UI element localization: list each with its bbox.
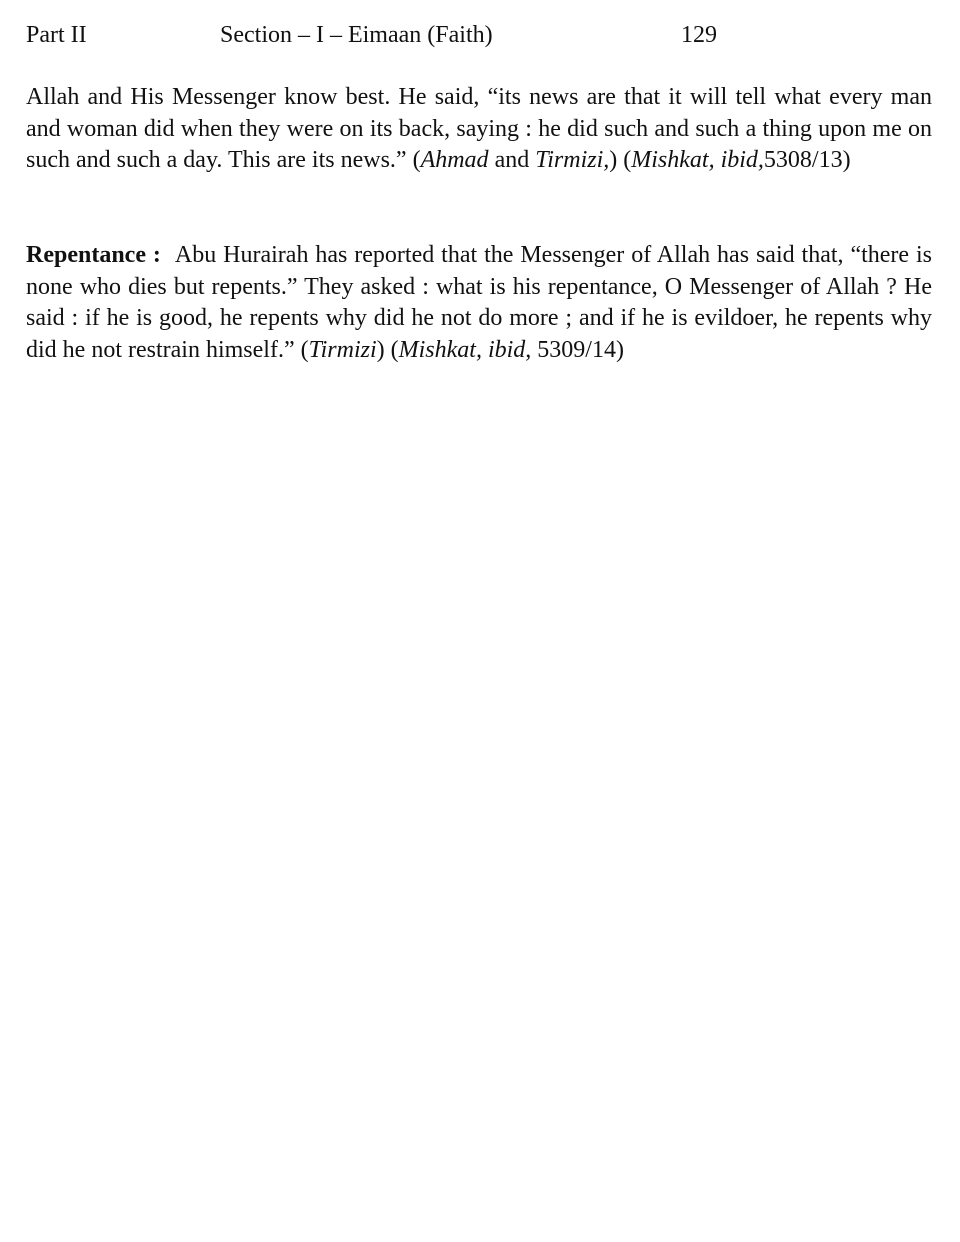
citation-joiner: and <box>488 147 536 173</box>
citation-source: Tirmizi <box>308 336 377 363</box>
citation-reference: 5308/13) <box>763 147 851 173</box>
header-section-title: Section – I – Eimaan (Faith) <box>220 22 493 48</box>
citation-source: Mishkat, ibid, <box>631 147 764 173</box>
header-part: Part II <box>26 22 87 48</box>
paragraph-repentance <box>26 240 932 366</box>
citation-source: Tirmizi, <box>535 147 610 173</box>
section-heading: Repentance : <box>26 242 161 268</box>
citation-reference: 5309/14) <box>531 336 624 363</box>
paragraph-hadith-news <box>26 82 932 177</box>
paragraph-text: Abu Hurairah has reported that the Messenger of Allah has said that, “there is none who dies but repents.” They asked : what is his repentance, O Messenger of Allah ? He said : if he is good, he repents why did he not do more ; and if he is evildoer, he repents why did he not restrain himself.” ( <box>26 242 933 363</box>
running-header <box>26 18 932 52</box>
citation-joiner: ) ( <box>376 336 399 363</box>
page-number: 129 <box>681 22 717 48</box>
citation-source: Mishkat, ibid, <box>398 336 532 363</box>
citation-joiner: ) ( <box>609 147 632 173</box>
citation-source: Ahmad <box>420 147 489 173</box>
paragraph-text: Allah and His Messenger know best. He said, “its news are that it will tell what every man and woman did when they were on its back, saying : he did such and such a thing upon me on such and such a day. This are its news.” ( <box>26 84 932 173</box>
